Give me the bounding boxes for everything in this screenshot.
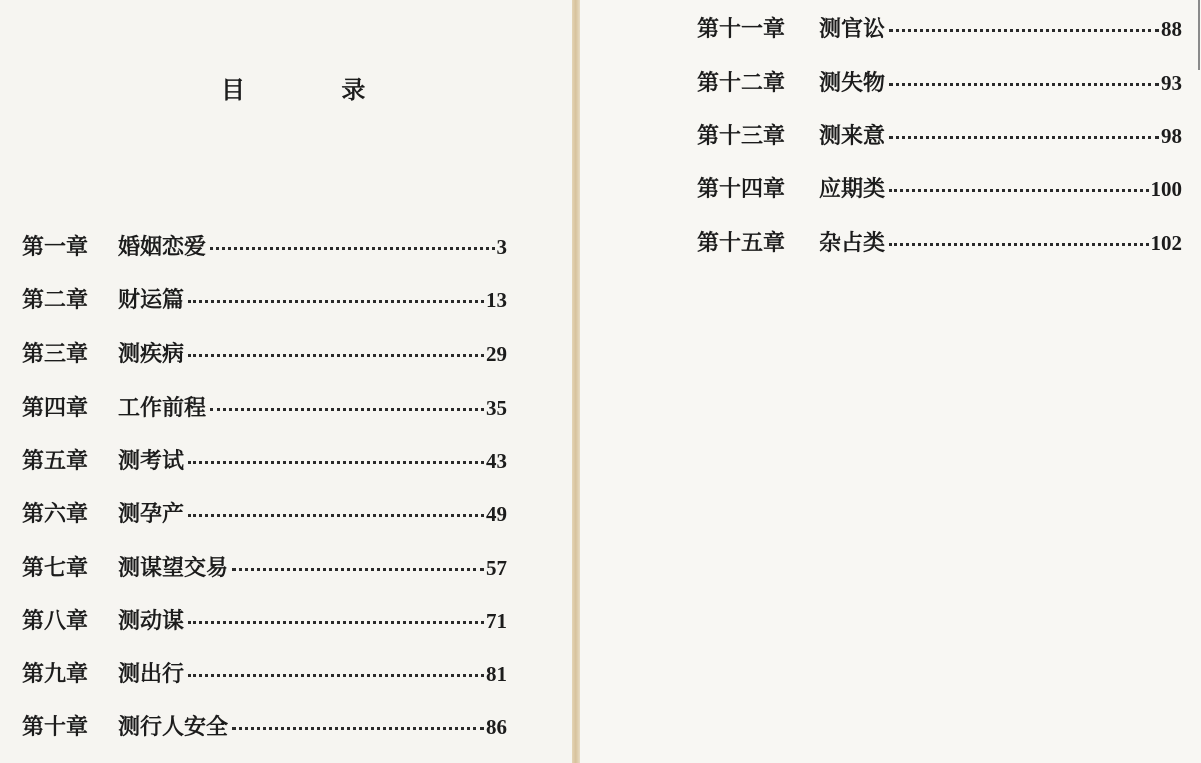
dot-leader — [188, 674, 484, 677]
dot-leader — [210, 408, 484, 411]
chapter-title: 测谋望交易 — [118, 555, 229, 581]
chapter-title: 测动谋 — [118, 608, 185, 634]
toc-entry — [22, 606, 507, 636]
toc-entry — [22, 232, 507, 262]
chapter-title: 测来意 — [819, 123, 886, 149]
toc-entry — [697, 121, 1182, 151]
page-number: 43 — [486, 449, 507, 473]
page-number: 3 — [496, 235, 507, 259]
chapter-number: 第四章 — [22, 395, 89, 421]
toc-entry — [22, 393, 507, 423]
page-number: 57 — [486, 556, 507, 580]
chapter-number: 第七章 — [22, 555, 89, 581]
toc-entry — [22, 553, 507, 583]
chapter-title: 测官讼 — [819, 16, 886, 42]
page-number: 81 — [486, 662, 507, 686]
chapter-title: 测孕产 — [118, 501, 185, 527]
toc-entry — [22, 499, 507, 529]
chapter-number: 第二章 — [22, 287, 89, 313]
dot-leader — [232, 568, 484, 571]
toc-entry — [697, 14, 1182, 44]
page-number: 29 — [486, 342, 507, 366]
toc-entry — [22, 446, 507, 476]
chapter-number: 第十四章 — [697, 176, 786, 202]
chapter-number: 第一章 — [22, 234, 89, 260]
page-number: 98 — [1161, 124, 1182, 148]
dot-leader — [889, 29, 1159, 32]
dot-leader — [188, 354, 484, 357]
page-edge — [1198, 0, 1200, 70]
toc-entry — [697, 68, 1182, 98]
page-number: 100 — [1150, 177, 1182, 201]
chapter-title: 测失物 — [819, 70, 886, 96]
dot-leader — [889, 136, 1159, 139]
chapter-title: 婚姻恋爱 — [118, 234, 207, 260]
left-page — [0, 0, 572, 763]
dot-leader — [188, 514, 484, 517]
right-page — [580, 0, 1201, 763]
chapter-number: 第八章 — [22, 608, 89, 634]
page-number: 86 — [486, 715, 507, 739]
dot-leader — [188, 621, 484, 624]
page-number: 88 — [1161, 17, 1182, 41]
chapter-number: 第六章 — [22, 501, 89, 527]
chapter-title: 应期类 — [819, 176, 886, 202]
chapter-title: 杂占类 — [819, 230, 886, 256]
toc-entry — [697, 174, 1182, 204]
dot-leader — [210, 247, 494, 250]
page-number: 93 — [1161, 71, 1182, 95]
chapter-number: 第十五章 — [697, 230, 786, 256]
page-number: 71 — [486, 609, 507, 633]
toc-entry — [22, 659, 507, 689]
page-number: 13 — [486, 288, 507, 312]
page-number: 102 — [1150, 231, 1182, 255]
toc-entry — [22, 712, 507, 742]
toc-title: 目 录 — [221, 75, 410, 104]
dot-leader — [188, 461, 484, 464]
chapter-number: 第九章 — [22, 661, 89, 687]
chapter-title: 测考试 — [118, 448, 185, 474]
chapter-title: 测出行 — [118, 661, 185, 687]
chapter-title: 财运篇 — [118, 287, 185, 313]
toc-entry — [22, 285, 507, 315]
chapter-number: 第三章 — [22, 341, 89, 367]
chapter-title: 测疾病 — [118, 341, 185, 367]
dot-leader — [889, 189, 1148, 192]
chapter-number: 第五章 — [22, 448, 89, 474]
chapter-title: 测行人安全 — [118, 714, 229, 740]
toc-entry — [697, 228, 1182, 258]
chapter-number: 第十三章 — [697, 123, 786, 149]
chapter-number: 第十二章 — [697, 70, 786, 96]
dot-leader — [188, 300, 484, 303]
toc-entry — [22, 339, 507, 369]
page-number: 49 — [486, 502, 507, 526]
chapter-number: 第十章 — [22, 714, 89, 740]
dot-leader — [889, 83, 1159, 86]
book-gutter — [572, 0, 580, 763]
chapter-number: 第十一章 — [697, 16, 786, 42]
dot-leader — [889, 243, 1148, 246]
dot-leader — [232, 727, 484, 730]
page-number: 35 — [486, 396, 507, 420]
chapter-title: 工作前程 — [118, 395, 207, 421]
